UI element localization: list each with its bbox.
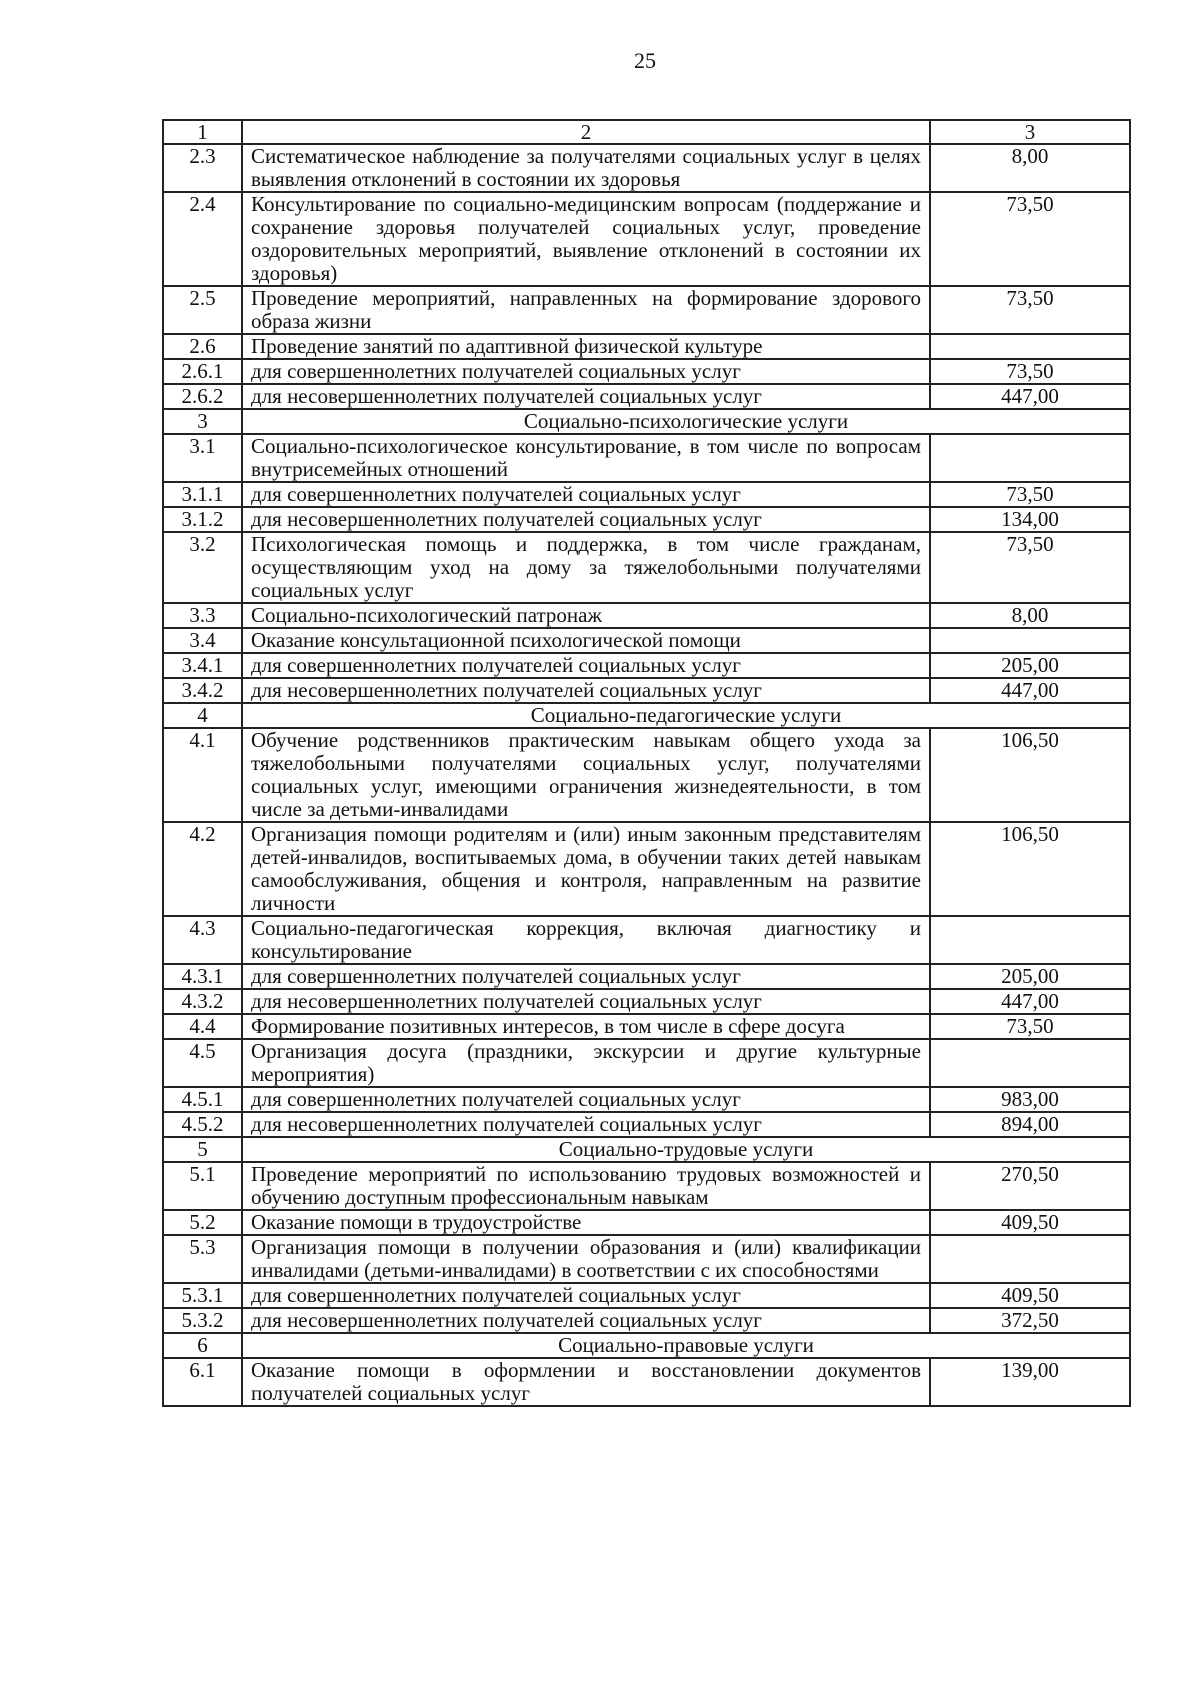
row-description: Организация помощи родителям и (или) иным законным представителям детей-инвалидов, воспитываемых дома, в обучении таких детей навыкам самообслуживания, общения и контроля, направленным на развитие личности xyxy=(242,822,930,916)
row-description: Проведение занятий по адаптивной физической культуре xyxy=(242,334,930,359)
table-header-row xyxy=(163,120,1130,144)
tariff-table xyxy=(162,119,1131,1407)
row-description: Систематическое наблюдение за получателями социальных услуг в целях выявления отклонений в состоянии их здоровья xyxy=(242,144,930,192)
row-number: 2.6.1 xyxy=(163,359,242,384)
row-value xyxy=(930,916,1130,964)
table-row xyxy=(163,678,1130,703)
table-row xyxy=(163,144,1130,192)
section-header-row xyxy=(163,703,1130,728)
table-row xyxy=(163,822,1130,916)
row-description: Организация досуга (праздники, экскурсии и другие культурные мероприятия) xyxy=(242,1039,930,1087)
row-description: Социально-педагогическая коррекция, включая диагностику и консультирование xyxy=(242,916,930,964)
row-description: Обучение родственников практическим навыкам общего ухода за тяжелобольными получателями социальных услуг, получателями социальных услуг, имеющими ограничения жизнедеятельности, в том числе за детьми-инвалидами xyxy=(242,728,930,822)
row-value: 73,50 xyxy=(930,482,1130,507)
row-description: Социально-психологическое консультирование, в том числе по вопросам внутрисемейных отношений xyxy=(242,434,930,482)
table-row xyxy=(163,964,1130,989)
row-number: 4.3.2 xyxy=(163,989,242,1014)
row-value: 73,50 xyxy=(930,286,1130,334)
row-value: 73,50 xyxy=(930,1014,1130,1039)
row-value: 106,50 xyxy=(930,822,1130,916)
section-header-row xyxy=(163,409,1130,434)
row-value: 73,50 xyxy=(930,532,1130,603)
row-number: 5.1 xyxy=(163,1162,242,1210)
table-row xyxy=(163,482,1130,507)
row-number: 4.3.1 xyxy=(163,964,242,989)
row-description: для несовершеннолетних получателей социальных услуг xyxy=(242,1112,930,1137)
table-row xyxy=(163,507,1130,532)
table-row xyxy=(163,192,1130,286)
row-value: 372,50 xyxy=(930,1308,1130,1333)
row-number: 4.2 xyxy=(163,822,242,916)
table-row xyxy=(163,1308,1130,1333)
row-description: Организация помощи в получении образования и (или) квалификации инвалидами (детьми-инвалидами) в соответствии с их способностями xyxy=(242,1235,930,1283)
row-description: Оказание помощи в оформлении и восстановлении документов получателей социальных услуг xyxy=(242,1358,930,1406)
row-value xyxy=(930,1039,1130,1087)
row-description: для совершеннолетних получателей социальных услуг xyxy=(242,482,930,507)
row-description: для совершеннолетних получателей социальных услуг xyxy=(242,359,930,384)
table-row xyxy=(163,334,1130,359)
table-row xyxy=(163,1235,1130,1283)
row-description: Формирование позитивных интересов, в том числе в сфере досуга xyxy=(242,1014,930,1039)
table-row xyxy=(163,1210,1130,1235)
section-number: 6 xyxy=(163,1333,242,1358)
row-number: 5.3 xyxy=(163,1235,242,1283)
row-description: Оказание консультационной психологической помощи xyxy=(242,628,930,653)
row-number: 4.5.2 xyxy=(163,1112,242,1137)
section-number: 3 xyxy=(163,409,242,434)
section-title: Социально-правовые услуги xyxy=(242,1333,1130,1358)
table-row xyxy=(163,628,1130,653)
table-row xyxy=(163,286,1130,334)
section-header-row xyxy=(163,1333,1130,1358)
row-number: 2.6 xyxy=(163,334,242,359)
section-title: Социально-трудовые услуги xyxy=(242,1137,1130,1162)
table-row xyxy=(163,1112,1130,1137)
row-number: 5.3.1 xyxy=(163,1283,242,1308)
row-description: Социально-психологический патронаж xyxy=(242,603,930,628)
section-number: 4 xyxy=(163,703,242,728)
row-number: 6.1 xyxy=(163,1358,242,1406)
row-number: 4.3 xyxy=(163,916,242,964)
row-value xyxy=(930,334,1130,359)
header-cell-value: 3 xyxy=(930,120,1130,144)
row-value: 73,50 xyxy=(930,192,1130,286)
table-row xyxy=(163,384,1130,409)
section-title: Социально-педагогические услуги xyxy=(242,703,1130,728)
row-number: 4.5.1 xyxy=(163,1087,242,1112)
row-number: 2.6.2 xyxy=(163,384,242,409)
row-description: для совершеннолетних получателей социальных услуг xyxy=(242,1087,930,1112)
table-row xyxy=(163,1039,1130,1087)
row-number: 5.3.2 xyxy=(163,1308,242,1333)
table-row xyxy=(163,1283,1130,1308)
row-description: Психологическая помощь и поддержка, в том числе гражданам, осуществляющим уход на дому за тяжелобольными получателями социальных услуг xyxy=(242,532,930,603)
row-number: 2.3 xyxy=(163,144,242,192)
row-value xyxy=(930,434,1130,482)
row-number: 3.2 xyxy=(163,532,242,603)
row-number: 3.1.2 xyxy=(163,507,242,532)
table-row xyxy=(163,434,1130,482)
row-value: 139,00 xyxy=(930,1358,1130,1406)
row-description: Проведение мероприятий по использованию трудовых возможностей и обучению доступным профессиональным навыкам xyxy=(242,1162,930,1210)
row-number: 4.1 xyxy=(163,728,242,822)
row-value xyxy=(930,1235,1130,1283)
row-value: 447,00 xyxy=(930,678,1130,703)
row-value: 409,50 xyxy=(930,1283,1130,1308)
table-row xyxy=(163,728,1130,822)
row-description: Консультирование по социально-медицинским вопросам (поддержание и сохранение здоровья получателей социальных услуг, проведение оздоровительных мероприятий, выявление отклонений в состоянии их здоровья) xyxy=(242,192,930,286)
row-description: для совершеннолетних получателей социальных услуг xyxy=(242,1283,930,1308)
row-description: Проведение мероприятий, направленных на формирование здорового образа жизни xyxy=(242,286,930,334)
table-row xyxy=(163,1014,1130,1039)
table-body xyxy=(163,120,1130,1406)
row-value: 8,00 xyxy=(930,144,1130,192)
row-number: 5.2 xyxy=(163,1210,242,1235)
table-row xyxy=(163,1162,1130,1210)
row-description: для совершеннолетних получателей социальных услуг xyxy=(242,653,930,678)
row-value: 73,50 xyxy=(930,359,1130,384)
row-number: 3.1 xyxy=(163,434,242,482)
row-description: Оказание помощи в трудоустройстве xyxy=(242,1210,930,1235)
row-number: 3.3 xyxy=(163,603,242,628)
row-value: 205,00 xyxy=(930,964,1130,989)
row-number: 2.5 xyxy=(163,286,242,334)
row-value xyxy=(930,628,1130,653)
row-value: 447,00 xyxy=(930,384,1130,409)
header-cell-number: 1 xyxy=(163,120,242,144)
section-header-row xyxy=(163,1137,1130,1162)
row-description: для несовершеннолетних получателей социальных услуг xyxy=(242,384,930,409)
row-value: 8,00 xyxy=(930,603,1130,628)
row-number: 4.5 xyxy=(163,1039,242,1087)
page-number: 25 xyxy=(634,48,656,73)
row-value: 270,50 xyxy=(930,1162,1130,1210)
row-value: 447,00 xyxy=(930,989,1130,1014)
table-row xyxy=(163,532,1130,603)
row-description: для несовершеннолетних получателей социальных услуг xyxy=(242,1308,930,1333)
table-row xyxy=(163,916,1130,964)
row-value: 409,50 xyxy=(930,1210,1130,1235)
row-number: 2.4 xyxy=(163,192,242,286)
table-row xyxy=(163,1358,1130,1406)
row-value: 134,00 xyxy=(930,507,1130,532)
row-number: 4.4 xyxy=(163,1014,242,1039)
row-value: 106,50 xyxy=(930,728,1130,822)
table-row xyxy=(163,603,1130,628)
row-description: для совершеннолетних получателей социальных услуг xyxy=(242,964,930,989)
row-value: 894,00 xyxy=(930,1112,1130,1137)
row-number: 3.1.1 xyxy=(163,482,242,507)
row-description: для несовершеннолетних получателей социальных услуг xyxy=(242,678,930,703)
table-row xyxy=(163,1087,1130,1112)
row-number: 3.4.2 xyxy=(163,678,242,703)
table-row xyxy=(163,989,1130,1014)
section-title: Социально-психологические услуги xyxy=(242,409,1130,434)
table-row xyxy=(163,653,1130,678)
header-cell-description: 2 xyxy=(242,120,930,144)
row-value: 205,00 xyxy=(930,653,1130,678)
row-value: 983,00 xyxy=(930,1087,1130,1112)
row-description: для несовершеннолетних получателей социальных услуг xyxy=(242,989,930,1014)
section-number: 5 xyxy=(163,1137,242,1162)
table-row xyxy=(163,359,1130,384)
row-description: для несовершеннолетних получателей социальных услуг xyxy=(242,507,930,532)
row-number: 3.4 xyxy=(163,628,242,653)
row-number: 3.4.1 xyxy=(163,653,242,678)
